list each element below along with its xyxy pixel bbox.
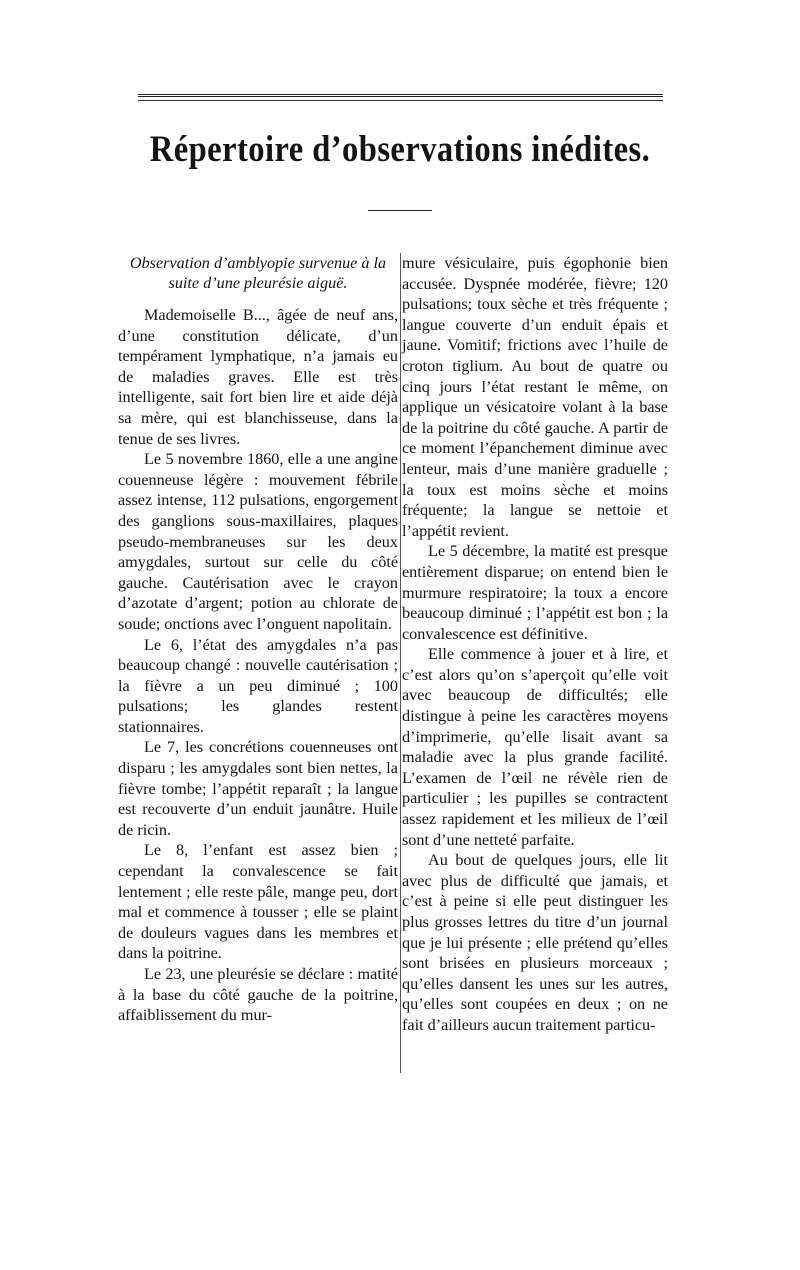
paragraph: Mademoiselle B..., âgée de neuf ans, d’une constitution délicate, d’un tempérament lymphatique, n’a jamais eu de maladies graves. Elle est très intelligente, sait fort bien lire et aide déjà sa mère, qui est blanchisseuse, dans la tenue de ses livres. bbox=[118, 306, 398, 448]
right-column bbox=[402, 253, 668, 1036]
paragraph: Le 7, les concrétions couenneuses ont disparu ; les amygdales sont bien nettes, la fièvre tombe; l’appétit reparaît ; la langue est recouverte d’un enduit jaunâtre. Huile de ricin. bbox=[118, 738, 398, 839]
paragraph: Au bout de quelques jours, elle lit avec plus de difficulté que jamais, et c’est à peine si elle peut distinguer les plus grosses lettres du titre d’un journal que je lui présente ; elle prétend qu’elles sont brisées en plusieurs morceaux ; qu’elles dansent les unes sur les autres, qu’elles sont coupées en deux ; on ne fait d’ailleurs aucun traitement particu- bbox=[402, 851, 668, 1034]
paragraph: Le 23, une pleurésie se déclare : matité à la base du côté gauche de la poitrine, affaiblissement du mur- bbox=[118, 965, 398, 1025]
title-separator-rule bbox=[368, 210, 432, 211]
paragraph: Le 5 décembre, la matité est presque entièrement disparue; on entend bien le murmure respiratoire; la toux a encore beaucoup diminué ; l’appétit est bon ; la convalescence est définitive. bbox=[402, 542, 668, 643]
observation-title: Observation d’amblyopie survenue à la suite d’une pleurésie aiguë. bbox=[129, 254, 387, 292]
paragraph: mure vésiculaire, puis égophonie bien accusée. Dyspnée modérée, fièvre; 120 pulsations; toux sèche et très fréquente ; langue couverte d’un enduit épais et jaune. Vomitif; frictions avec l’huile de croton tiglium. Au bout de quatre ou cinq jours l’état restant le même, on applique un vésicatoire volant à la base de la poitrine du côté gauche. A partir de ce moment l’épanchement diminue avec lenteur, mais d’une manière graduelle ; la toux est moins sèche et moins fréquente; la langue se nettoie et l’appétit revient. bbox=[402, 254, 668, 540]
top-double-rule bbox=[138, 94, 663, 97]
paragraph: Le 5 novembre 1860, elle a une angine couenneuse légère : mouvement fébrile assez intense, 112 pulsations, engorgement des ganglions sous-maxillaires, plaques pseudo-membraneuses sur les deux amygdales, surtout sur celle du côté gauche. Cautérisation avec le crayon d’azotate d’argent; potion au chlorate de soude; onctions avec l’onguent napolitain. bbox=[118, 450, 398, 633]
paragraph: Le 6, l’état des amygdales n’a pas beaucoup changé : nouvelle cautérisation ; la fièvre a un peu diminué ; 100 pulsations; les glandes restent stationnaires. bbox=[118, 635, 398, 736]
left-column bbox=[118, 253, 398, 1026]
paragraph: Elle commence à jouer et à lire, et c’est alors qu’on s’aperçoit qu’elle voit avec beaucoup de difficultés; elle distingue à peine les caractères moyens d’imprimerie, qu’elle lisait avant sa maladie avec la plus grande facilité. L’examen de l’œil ne révèle rien de particulier ; les pupilles se contractent assez rapidement et les milieux de l’œil sont d’une netteté parfaite. bbox=[402, 645, 668, 849]
top-thin-rule bbox=[138, 100, 663, 101]
paragraph: Le 8, l’enfant est assez bien ; cependant la convalescence se fait lentement ; elle reste pâle, mange peu, dort mal et commence à tousser ; elle se plaint de douleurs vagues dans les membres et dans la poitrine. bbox=[118, 841, 398, 963]
column-divider bbox=[400, 253, 401, 1073]
page-title: Répertoire d’observations inédites. bbox=[149, 129, 651, 170]
